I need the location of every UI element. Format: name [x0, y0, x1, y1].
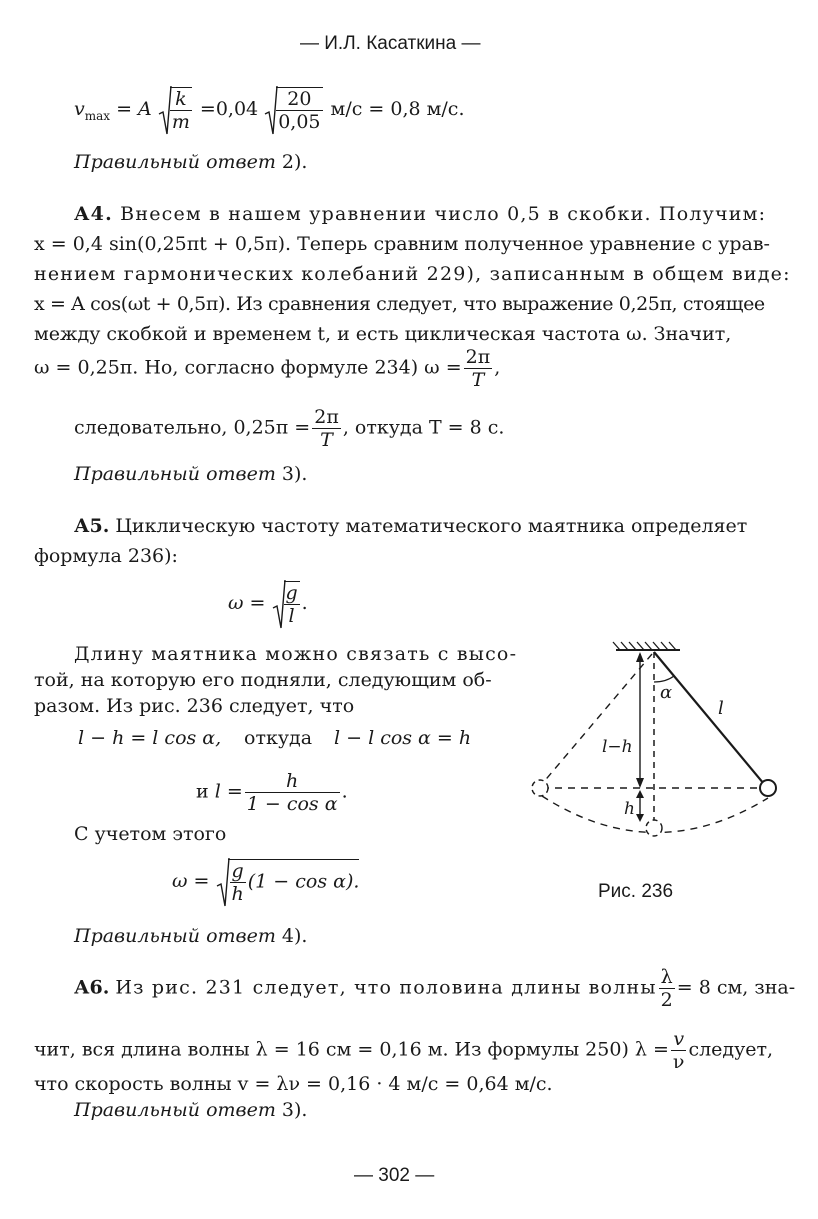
dot: . [301, 592, 308, 614]
left-dashed-string [542, 654, 652, 784]
vmax-symbol: v [74, 98, 85, 120]
sqrt-g-h [216, 856, 360, 908]
answer-a4 [74, 462, 307, 486]
frac-g-l [284, 581, 300, 627]
answer-value: 2). [281, 151, 308, 173]
answer-value: 4). [281, 925, 308, 947]
a4-label: А4. [74, 203, 113, 225]
omega-final-post: (1 − cos α). [247, 870, 360, 893]
pendulum-figure [520, 636, 790, 866]
answer-a6 [74, 1098, 307, 1122]
h-arrow-head-down [636, 814, 644, 822]
label-l-minus-h: l−h [602, 737, 633, 757]
frac-den: l [288, 605, 295, 627]
omega-final-formula [172, 856, 359, 908]
frac-h-1cos [245, 770, 340, 815]
a6-line1-post: = 8 см, зна- [676, 976, 796, 999]
answer-label: Правильный ответ [74, 151, 276, 173]
eq-l-minus-h: l − h = l cos α, [78, 727, 222, 749]
a6-line2 [34, 1028, 773, 1073]
a5-text: Циклическую частоту математического маятника определяет [115, 515, 748, 537]
a5-with-this: С учетом этого [74, 823, 227, 845]
a4-line6-text: ω = 0,25π. Но, согласно формуле 234) ω = [34, 356, 462, 379]
answer-value: 3). [281, 463, 308, 485]
a6-line2-post: следует, [688, 1038, 774, 1061]
eq-l-formula: и l = $\frac{h}{\text{1 − cos α}}$ . [196, 770, 348, 815]
answer-a3 [74, 150, 307, 174]
frac-k-m [170, 87, 192, 133]
frac-num: g [230, 860, 246, 883]
a5-para3: разом. Из рис. 236 следует, что [34, 695, 355, 717]
frac-num: k [170, 88, 192, 111]
label-l: l [718, 698, 724, 719]
a4-line6-comma: , [494, 356, 501, 379]
answer-a5 [74, 924, 307, 948]
answer-label: Правильный ответ [74, 925, 276, 947]
eq-right: l − l cos α = h [334, 727, 472, 749]
eq-l: l = [214, 780, 243, 803]
vmax-eq-a: = A [116, 98, 152, 120]
frac-num: 2π [314, 406, 339, 428]
a4-line2: x = 0,4 sin(0,25πt + 0,5π). Теперь сравним полученное уравнение с урав- [34, 233, 770, 255]
a4-line3: нением гармонических колебаний 229), записанным в общем виде: [34, 263, 791, 285]
frac-20-005 [276, 87, 322, 133]
frac-den: 0,05 [278, 111, 321, 133]
frac-den: h [231, 883, 244, 905]
frac-den: 1 − cos α [246, 793, 338, 815]
a5-line2: формула 236): [34, 545, 178, 567]
frac-den: 2 [660, 989, 673, 1011]
a4-text: Внесем в нашем уравнении число 0,5 в скобки. Получим: [120, 203, 767, 225]
omega-formula [228, 578, 308, 630]
a5-para2: той, на которую его подняли, следующим об- [34, 669, 492, 691]
a6-line3: что скорость волны v = λν = 0,16 · 4 м/с = 0,64 м/с. [34, 1073, 553, 1095]
frac-num: λ [659, 966, 675, 989]
frac-den: T [471, 369, 485, 391]
answer-label: Правильный ответ [74, 1099, 276, 1121]
a4-line6 [34, 346, 500, 391]
vmax-subscript: max [84, 108, 111, 123]
page-number: — 302 — [354, 1165, 435, 1186]
eq-otkuda: откуда [244, 727, 313, 749]
sqrt-content [228, 859, 360, 905]
label-alpha: α [660, 682, 673, 703]
running-title: — И.Л. Касаткина — [300, 33, 481, 54]
frac-lambda-2 [659, 966, 675, 1011]
vmax-mid: =0,04 [199, 98, 259, 120]
arrow-head-down [636, 778, 644, 788]
ceiling-hatch [613, 642, 676, 650]
eq-and: и [196, 780, 209, 803]
omega-eq: ω = [228, 592, 266, 614]
a6-line1-text: Из рис. 231 следует, что половина длины волны [115, 976, 657, 999]
pendulum-bob [760, 780, 776, 796]
sqrt-20-005 [264, 84, 324, 136]
a5-label: А5. [74, 515, 110, 537]
h-arrow-head-up [636, 790, 644, 798]
answer-label: Правильный ответ [74, 463, 276, 485]
a6-line1 [74, 966, 795, 1011]
frac-den: ν [672, 1051, 685, 1073]
a5-para1: Длину маятника можно связать с высо- [74, 643, 518, 665]
frac-num: 2π [465, 346, 491, 368]
a4-line1 [74, 202, 766, 226]
pendulum-string [654, 652, 764, 784]
figure-caption: Рис. 236 [598, 881, 674, 902]
frac-num: h [245, 770, 340, 793]
a4-line4: x = A cos(ωt + 0,5π). Из сравнения следует, что выражение 0,25π, стоящее [34, 293, 765, 315]
label-h: h [624, 799, 635, 819]
frac-2pi-T [464, 346, 493, 391]
frac-v-nu [671, 1028, 687, 1073]
arrow-head-up [636, 652, 644, 662]
sqrt-k-m [158, 84, 194, 136]
frac-den: m [171, 111, 190, 133]
frac-num: 20 [276, 88, 322, 111]
a6-line2-text: чит, вся длина волны λ = 16 см = 0,16 м. Из формулы 250) λ = [34, 1038, 669, 1061]
frac-num: v [671, 1028, 687, 1051]
bottom-bob-ghost [646, 820, 662, 836]
left-bob-ghost [532, 780, 548, 796]
a4-line7-text: следовательно, 0,25π = [74, 416, 311, 439]
a6-label: А6. [74, 976, 110, 999]
answer-value: 3). [281, 1099, 308, 1121]
a4-line7-post: , откуда T = 8 с. [342, 416, 505, 439]
a4-line5: между скобкой и временем t, и есть циклическая частота ω. Значит, [34, 323, 732, 345]
frac-den: T [320, 429, 333, 451]
vmax-end: м/с = 0,8 м/с. [330, 98, 465, 120]
frac-g-h [230, 860, 246, 905]
sqrt-g-l [272, 578, 302, 630]
omega-eq: ω = [172, 870, 210, 892]
a4-line7 [74, 406, 504, 451]
a5-line1 [74, 514, 747, 538]
frac-2pi-T-2 [312, 406, 341, 451]
vmax-formula [74, 84, 464, 144]
frac-num: g [285, 582, 298, 604]
